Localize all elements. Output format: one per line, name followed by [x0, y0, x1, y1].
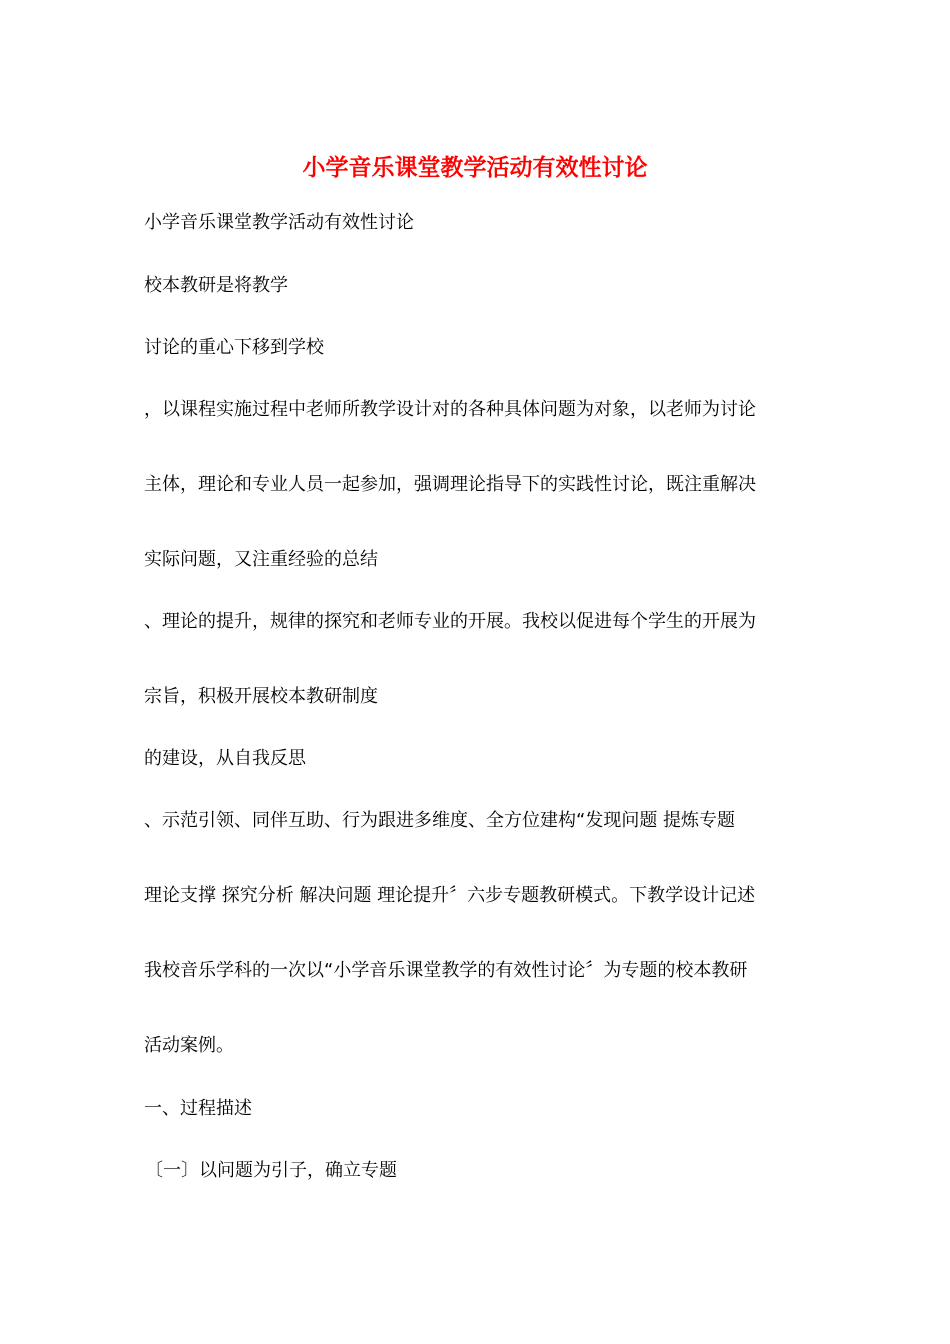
body-line-3: 讨论的重心下移到学校 [144, 337, 324, 358]
body-line-6: 实际问题，又注重经验的总结 [144, 549, 378, 570]
body-line-2: 校本教研是将教学 [144, 275, 288, 296]
body-line-4: ，以课程实施过程中老师所教学设计对的各种具体问题为对象，以老师为讨论 [144, 399, 756, 420]
body-line-5: 主体，理论和专业人员一起参加，强调理论指导下的实践性讨论，既注重解决 [144, 474, 756, 495]
body-line-9: 的建设，从自我反思 [144, 748, 306, 769]
body-line-11: 理论支撑 探究分析 解决问题 理论提升〞六步专题教研模式。下教学设计记述 [144, 885, 756, 906]
body-line-8: 宗旨，积极开展校本教研制度 [144, 686, 378, 707]
body-line-13: 活动案例。 [144, 1035, 234, 1056]
section-heading: 一、过程描述 [144, 1098, 252, 1119]
body-line-10: 、示范引领、同伴互助、行为跟进多维度、全方位建构“发现问题 提炼专题 [144, 810, 736, 831]
body-line-7: 、理论的提升，规律的探究和老师专业的开展。我校以促进每个学生的开展为 [144, 611, 756, 632]
document-title: 小学音乐课堂教学活动有效性讨论 [302, 154, 648, 181]
subsection-heading: 〔一〕以问题为引子，确立专题 [145, 1160, 397, 1181]
body-line-1: 小学音乐课堂教学活动有效性讨论 [144, 212, 414, 233]
body-line-12: 我校音乐学科的一次以“小学音乐课堂教学的有效性讨论〞为专题的校本教研 [144, 960, 748, 981]
